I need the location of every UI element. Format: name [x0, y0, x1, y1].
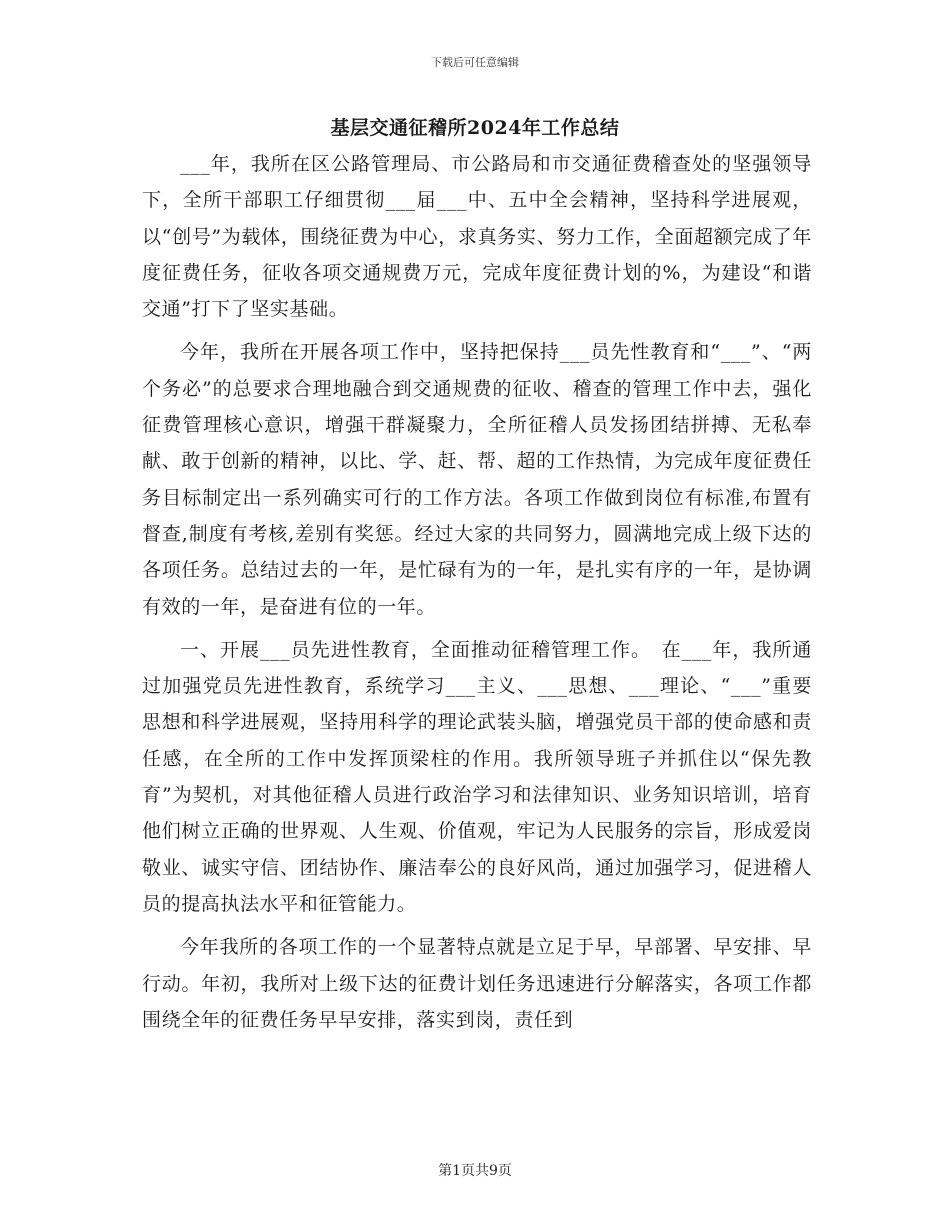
- document-title: 基层交通征稽所2024年工作总结: [330, 117, 620, 139]
- page-footer: 第1页共9页: [438, 1163, 512, 1179]
- paragraph-4: 今年我所的各项工作的一个显著特点就是立足于早，早部署、早安排、早行动。年初，我所对上级下达的征费计划任务迅速进行分解落实，各项工作都围绕全年的征费任务早早安排，落实到岗，责任到: [142, 936, 812, 1031]
- paragraph-1: ___年，我所在区公路管理局、市公路局和市交通征费稽查处的坚强领导下，全所干部职工仔细贯彻___届___中、五中全会精神，坚持科学进展观，以“创号”为载体，围绕征费为中心，求真务实、努力工作，全面超额完成了年度征费任务，征收各项交通规费万元，完成年度征费计划的%，为建设“和谐交通”打下了坚实基础。: [142, 153, 812, 321]
- paragraph-3: 一、开展___员先进性教育，全面推动征稽管理工作。 在___年，我所通过加强党员先进性教育，系统学习___主义、___思想、___理论、“___”重要思想和科学进展观，坚持用科学的理论武装头脑，增强党员干部的使命感和责任感，在全所的工作中发挥顶梁柱的作用。我所领导班子并抓住以“保先教育”为契机，对其他征稽人员进行政治学习和法律知识、业务知识培训，培育他们树立正确的世界观、人生观、价值观，牢记为人民服务的宗旨，形成爱岗敬业、诚实守信、团结协作、廉洁奉公的良好风尚，通过加强学习，促进稽人员的提高执法水平和征管能力。: [142, 638, 812, 915]
- document-body: [142, 146, 812, 1045]
- header-note: 下载后可任意编辑: [431, 56, 519, 69]
- paragraph-2: 今年，我所在开展各项工作中，坚持把保持___员先性教育和“___”、“两个务必”的总要求合理地融合到交通规费的征收、稽查的管理工作中去，强化征费管理核心意识，增强干群凝聚力，全所征稽人员发扬团结拼搏、无私奉献、敢于创新的精神，以比、学、赶、帮、超的工作热情，为完成年度征费任务目标制定出一系列确实可行的工作方法。各项工作做到岗位有标准,布置有督查,制度有考核,差别有奖惩。经过大家的共同努力，圆满地完成上级下达的各项任务。总结过去的一年，是忙碌有为的一年，是扎实有序的一年，是协调有效的一年，是奋进有位的一年。: [142, 341, 812, 618]
